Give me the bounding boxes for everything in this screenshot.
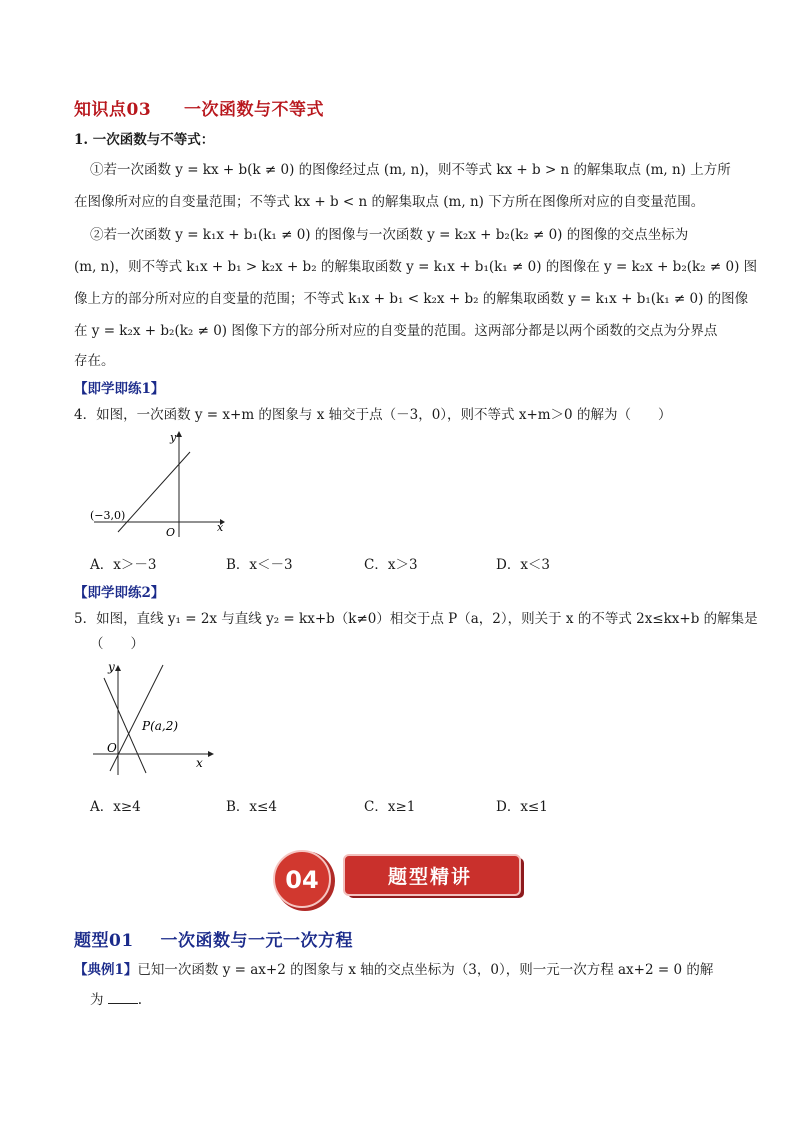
p2-line: 在 y = k₂x + b₂(k₂ ≠ 0) 图像下方的部分所对应的自变量的范围。这两部分都是以两个函数的交点为分界点 bbox=[74, 323, 718, 339]
option-d[interactable]: D．x＜3 bbox=[496, 557, 551, 573]
option-b[interactable]: B．x＜－3 bbox=[226, 557, 293, 573]
p2-line: (m, n)，则不等式 k₁x + b₁ > k₂x + b₂ 的解集取函数 y = k₁x + b₁(k₁ ≠ 0) 的图像在 y = k₂x + b₂(k₂ ≠ 0) 图 bbox=[74, 259, 758, 275]
p2-line: ②若一次函数 y = k₁x + b₁(k₁ ≠ 0) 的图像与一次函数 y = k₂x + b₂(k₂ ≠ 0) 的图像的交点坐标为 bbox=[90, 227, 689, 243]
p2-line: 存在。 bbox=[74, 353, 115, 369]
banner-label: 题型精讲 bbox=[387, 866, 472, 888]
line-y2 bbox=[104, 678, 146, 773]
option-c[interactable]: C．x＞3 bbox=[364, 557, 418, 573]
y-axis-arrow bbox=[115, 665, 121, 671]
type-title: 一次函数与一元一次方程 bbox=[160, 931, 354, 951]
type-heading bbox=[74, 926, 353, 951]
graph-1 bbox=[84, 425, 234, 545]
y-axis-arrow bbox=[176, 431, 182, 437]
practice-tag: 【即学即练1】 bbox=[74, 381, 165, 397]
graph-2 bbox=[88, 655, 228, 780]
x-axis-label: x bbox=[196, 756, 203, 770]
p1-line: 在图像所对应的自变量范围；不等式 kx + b < n 的解集取点 (m, n) 下方所在图像所对应的自变量范围。 bbox=[74, 194, 705, 210]
p1-line: ①若一次函数 y = kx + b(k ≠ 0) 的图像经过点 (m, n)，则不等式 kx + b > n 的解集取点 (m, n) 上方所 bbox=[90, 162, 731, 178]
point-label: (−3,0) bbox=[90, 509, 126, 522]
y-axis-label: y bbox=[170, 431, 177, 444]
question-text: 5．如图，直线 y₁ = 2x 与直线 y₂ = kx+b（k≠0）相交于点 P（a，2），则关于 x 的不等式 2x≤kx+b 的解集是 bbox=[74, 611, 758, 627]
practice-tag: 【即学即练2】 bbox=[74, 585, 165, 601]
option-a[interactable]: A．x＞－3 bbox=[90, 557, 157, 573]
x-axis-label: x bbox=[217, 521, 224, 534]
example-tag: 【典例1】 bbox=[74, 962, 138, 978]
question-text: 4．如图，一次函数 y = x+m 的图象与 x 轴交于点（－3，0），则不等式 x+m＞0 的解为（ ） bbox=[74, 407, 672, 423]
p2-line: 像上方的部分所对应的自变量的范围；不等式 k₁x + b₁ < k₂x + b₂ 的解集取函数 y = k₁x + b₁(k₁ ≠ 0) 的图像 bbox=[74, 291, 749, 307]
section-heading bbox=[74, 95, 324, 120]
point-heading: 1. 一次函数与不等式： bbox=[74, 132, 215, 148]
example-text: 已知一次函数 y = ax+2 的图象与 x 轴的交点坐标为（3，0），则一元一次方程 ax+2 = 0 的解 bbox=[137, 962, 714, 978]
option-b[interactable]: B．x≤4 bbox=[226, 799, 277, 815]
answer-blank[interactable] bbox=[108, 991, 138, 1004]
option-a[interactable]: A．x≥4 bbox=[90, 799, 141, 815]
question-paren: （ ） bbox=[90, 636, 144, 652]
option-c[interactable]: C．x≥1 bbox=[364, 799, 416, 815]
section-code: 知识点03 bbox=[74, 100, 152, 120]
example-line bbox=[90, 991, 142, 1008]
y-axis-label: y bbox=[108, 660, 115, 674]
example-prefix: 为 bbox=[90, 992, 104, 1008]
x-axis-arrow bbox=[208, 751, 214, 757]
origin-label: O bbox=[166, 526, 176, 539]
type-code: 题型01 bbox=[74, 931, 134, 951]
banner-number: 04 bbox=[285, 866, 319, 894]
example-line bbox=[74, 962, 713, 978]
origin-label: O bbox=[107, 741, 117, 755]
intersection-label: P(a,2) bbox=[142, 719, 179, 733]
section-title: 一次函数与不等式 bbox=[184, 100, 325, 120]
option-d[interactable]: D．x≤1 bbox=[496, 799, 548, 815]
example-suffix: . bbox=[137, 992, 143, 1008]
